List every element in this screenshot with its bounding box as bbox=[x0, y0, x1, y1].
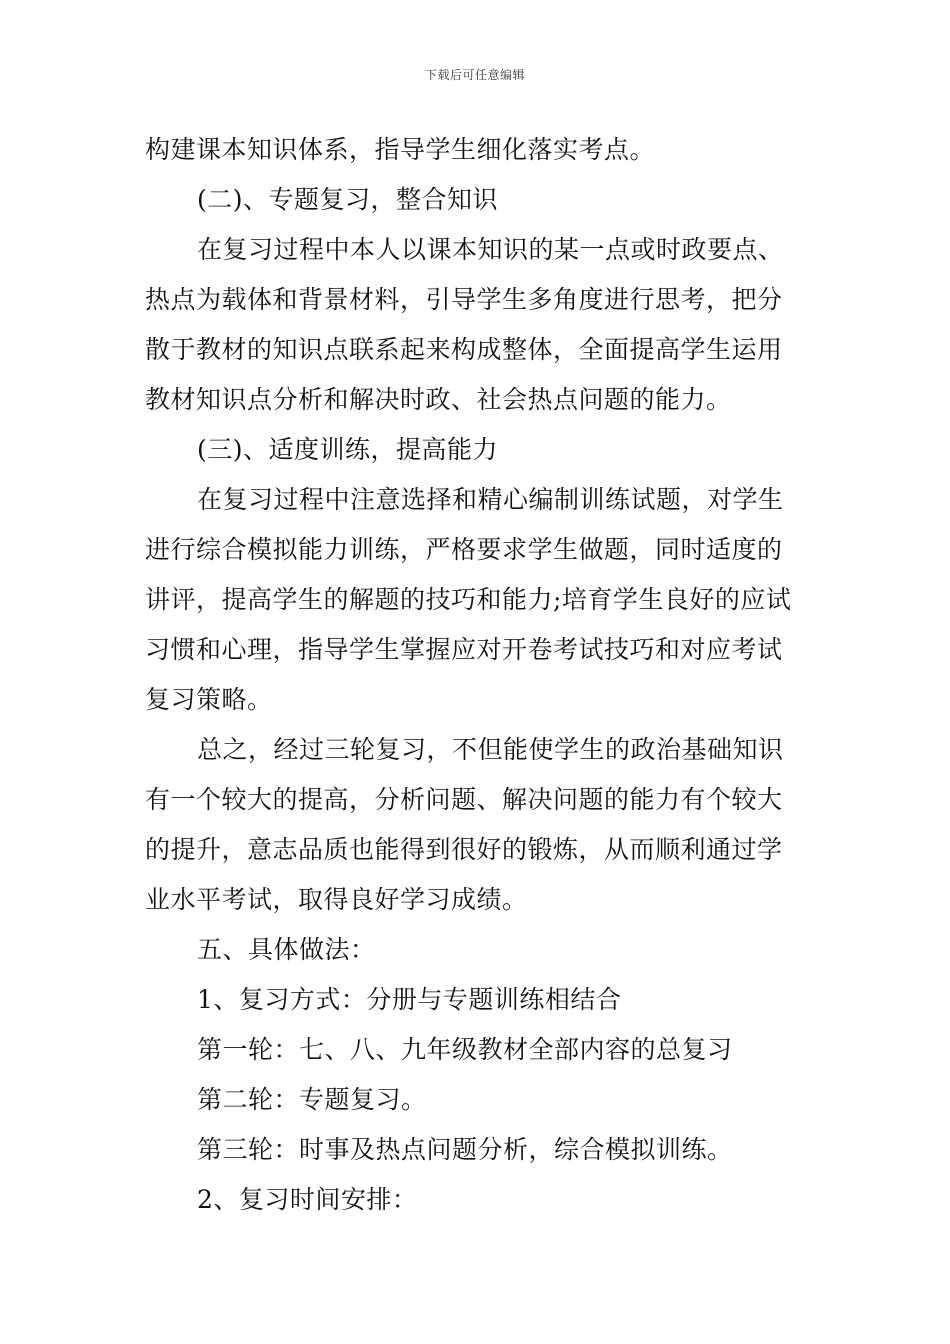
section-heading: (三)、适度训练，提高能力 bbox=[197, 435, 499, 464]
section-heading: (二)、专题复习，整合知识 bbox=[197, 185, 499, 214]
text-line: 散于教材的知识点联系起来构成整体，全面提高学生运用 bbox=[145, 335, 783, 364]
list-item: 第二轮：专题复习。 bbox=[197, 1085, 427, 1114]
text-line: 热点为载体和背景材料，引导学生多角度进行思考，把分 bbox=[145, 285, 783, 314]
text-line: 复习策略。 bbox=[145, 685, 273, 714]
document-body bbox=[145, 125, 807, 1225]
text-line: 讲评，提高学生的解题的技巧和能力;培育学生良好的应试 bbox=[145, 585, 792, 614]
page-header: 下载后可任意编辑 bbox=[424, 68, 525, 82]
text-line: 在复习过程中本人以课本知识的某一点或时政要点、 bbox=[197, 235, 784, 264]
section-heading: 五、具体做法： bbox=[197, 935, 376, 964]
list-item: 第三轮：时事及热点问题分析，综合模拟训练。 bbox=[197, 1135, 733, 1164]
text-line: 习惯和心理，指导学生掌握应对开卷考试技巧和对应考试 bbox=[145, 635, 783, 664]
text-line: 的提升，意志品质也能得到很好的锻炼，从而顺利通过学 bbox=[145, 835, 783, 864]
text-line: 总之，经过三轮复习，不但能使学生的政治基础知识 bbox=[197, 735, 784, 764]
text-line: 构建课本知识体系，指导学生细化落实考点。 bbox=[145, 135, 656, 164]
text-line: 业水平考试，取得良好学习成绩。 bbox=[145, 885, 528, 914]
text-line: 在复习过程中注意选择和精心编制训练试题，对学生 bbox=[197, 485, 784, 514]
text-line: 教材知识点分析和解决时政、社会热点问题的能力。 bbox=[145, 385, 732, 414]
list-item: 第一轮：七、八、九年级教材全部内容的总复习 bbox=[197, 1035, 733, 1064]
text-line: 有一个较大的提高，分析问题、解决问题的能力有个较大 bbox=[145, 785, 783, 814]
text-line: 进行综合模拟能力训练，严格要求学生做题，同时适度的 bbox=[145, 535, 783, 564]
list-item: 1、复习方式：分册与专题训练相结合 bbox=[197, 985, 622, 1014]
list-item: 2、复习时间安排： bbox=[197, 1185, 418, 1214]
